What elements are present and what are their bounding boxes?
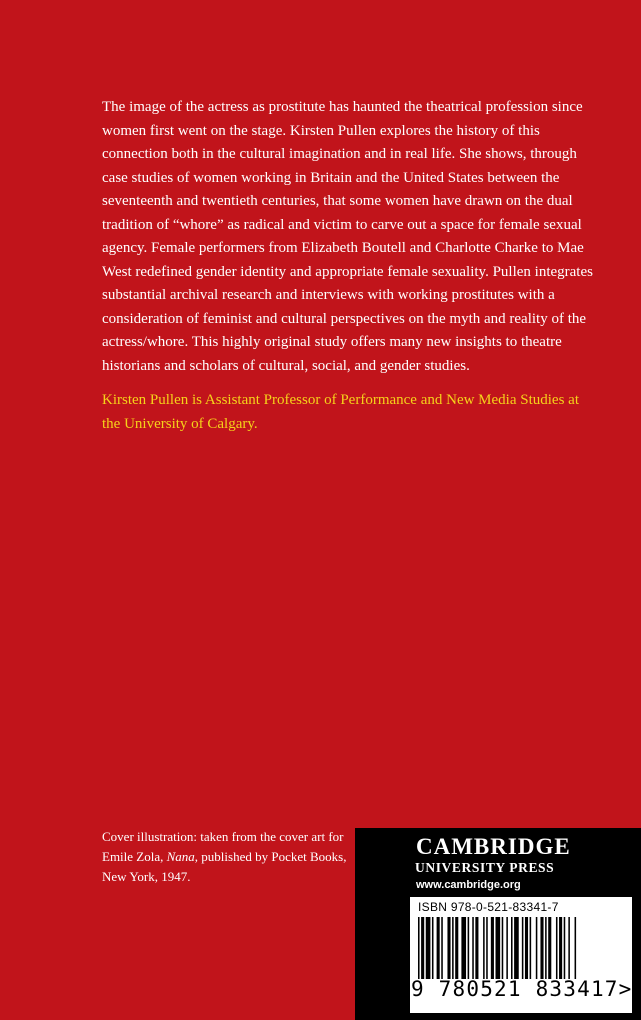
publisher-url: www.cambridge.org	[416, 879, 521, 891]
ean-digits: 9 780521 833417	[411, 977, 619, 1001]
cover-credit	[102, 827, 347, 887]
back-cover-blurb: The image of the actress as prostitute has haunted the theatrical profession since women first went on the stage. Kirsten Pullen explores the history of this connection both in the cultural imagination and in real life. She shows, through case studies of women working in Britain and the United States between the seventeenth and twentieth centuries, that some women have drawn on the dual tradition of “whore” as radical and victim to carve out a space for female sexual agency. Female performers from Elizabeth Boutell and Charlotte Charke to Mae West redefined gender identity and appropriate female sexuality. Pullen integrates substantial archival research and interviews with working prostitutes with a consideration of feminist and cultural perspectives on the myth and reality of the actress/whore. This highly original study offers many new insights to theatre historians and scholars of cultural, social, and gender studies.	[102, 99, 593, 374]
publisher-subtitle: UNIVERSITY PRESS	[415, 860, 555, 875]
barcode-icon	[418, 917, 624, 979]
cover-credit-suffix: , published by Pocket Books, New York, 1947.	[102, 849, 347, 884]
cover-credit-prefix: Cover illustration: taken from the cover art for Emile Zola,	[102, 829, 344, 864]
publisher-name: CAMBRIDGE	[416, 834, 571, 859]
cover-credit-title: Nana	[166, 849, 195, 864]
author-bio: Kirsten Pullen is Assistant Professor of Performance and New Media Studies at the University of Calgary.	[102, 392, 580, 432]
isbn-label: ISBN 978-0-521-83341-7	[418, 900, 559, 914]
barcode-box	[410, 897, 632, 1013]
ean-number	[411, 977, 631, 1001]
ean-add-on: >	[618, 977, 633, 1001]
publisher-panel	[355, 828, 641, 1020]
